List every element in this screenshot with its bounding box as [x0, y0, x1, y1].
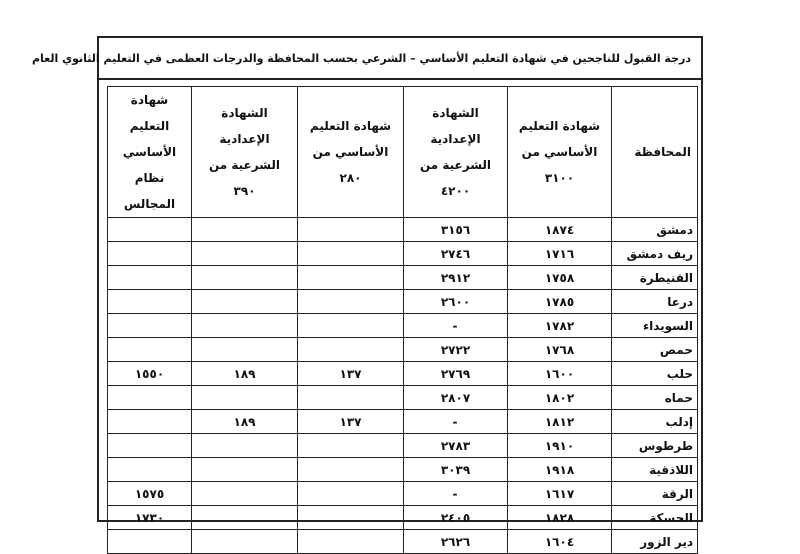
basic-councils-cell	[108, 290, 192, 314]
table-row	[108, 266, 698, 290]
basic-3100-cell: ١٧٥٨	[508, 266, 612, 290]
religious-4200-cell: ٢٧٤٦	[404, 242, 508, 266]
basic-3100-cell: ١٦١٧	[508, 482, 612, 506]
religious-390-cell	[192, 314, 298, 338]
basic-280-cell: ١٣٧	[298, 410, 404, 434]
basic-councils-cell: ١٥٧٥	[108, 482, 192, 506]
religious-4200-cell: -	[404, 314, 508, 338]
religious-4200-cell: -	[404, 410, 508, 434]
religious-4200-cell: -	[404, 482, 508, 506]
basic-280-cell	[298, 266, 404, 290]
basic-councils-cell	[108, 266, 192, 290]
basic-280-cell	[298, 314, 404, 338]
table-row	[108, 338, 698, 362]
governorate-cell: طرطوس	[612, 434, 698, 458]
religious-390-cell	[192, 290, 298, 314]
religious-390-cell	[192, 506, 298, 530]
header-governorate: المحافظة	[612, 87, 698, 218]
governorate-cell: السويداء	[612, 314, 698, 338]
religious-390-cell	[192, 266, 298, 290]
religious-4200-cell: ٢٧٢٢	[404, 338, 508, 362]
governorate-cell: الرقة	[612, 482, 698, 506]
religious-390-cell: ١٨٩	[192, 410, 298, 434]
governorate-cell: درعا	[612, 290, 698, 314]
governorate-cell: دير الزور	[612, 530, 698, 554]
governorate-cell: حمص	[612, 338, 698, 362]
basic-3100-cell: ١٨٠٢	[508, 386, 612, 410]
religious-390-cell	[192, 482, 298, 506]
basic-councils-cell	[108, 314, 192, 338]
table-row	[108, 410, 698, 434]
basic-3100-cell: ١٧٨٥	[508, 290, 612, 314]
header-basic-3100: شهادة التعليم الأساسي من ٣١٠٠	[508, 87, 612, 218]
religious-390-cell	[192, 434, 298, 458]
governorate-cell: القنيطرة	[612, 266, 698, 290]
basic-3100-cell: ١٨٢٨	[508, 506, 612, 530]
basic-councils-cell	[108, 434, 192, 458]
basic-3100-cell: ١٩١٨	[508, 458, 612, 482]
governorate-cell: ريف دمشق	[612, 242, 698, 266]
table-row	[108, 434, 698, 458]
governorate-cell: الحسكة	[612, 506, 698, 530]
basic-councils-cell	[108, 410, 192, 434]
table-row	[108, 314, 698, 338]
document-title: درجة القبول للناجحين في شهادة التعليم الأساسي – الشرعي بحسب المحافظة والدرجات العظمى في التعليم الثانوي العام	[31, 51, 691, 65]
header-basic-councils: شهادة التعليم الأساسي نظام المجالس	[108, 87, 192, 218]
religious-4200-cell: ٢٤٠٥	[404, 506, 508, 530]
table-row	[108, 362, 698, 386]
basic-3100-cell: ١٧٨٢	[508, 314, 612, 338]
basic-3100-cell: ١٨٧٤	[508, 218, 612, 242]
table-body	[108, 218, 698, 554]
basic-councils-cell	[108, 458, 192, 482]
table-row	[108, 218, 698, 242]
basic-280-cell	[298, 338, 404, 362]
governorate-cell: اللاذقية	[612, 458, 698, 482]
religious-4200-cell: ٣١٥٦	[404, 218, 508, 242]
header-basic-280: شهادة التعليم الأساسي من ٢٨٠	[298, 87, 404, 218]
header-religious-4200: الشهادة الإعدادية الشرعية من ٤٢٠٠	[404, 87, 508, 218]
basic-280-cell: ١٣٧	[298, 362, 404, 386]
religious-390-cell	[192, 458, 298, 482]
religious-390-cell	[192, 218, 298, 242]
basic-councils-cell: ١٧٣٠	[108, 506, 192, 530]
basic-280-cell	[298, 506, 404, 530]
basic-councils-cell: ١٥٥٠	[108, 362, 192, 386]
religious-4200-cell: ٢٨٠٧	[404, 386, 508, 410]
basic-280-cell	[298, 242, 404, 266]
religious-390-cell	[192, 386, 298, 410]
governorate-cell: دمشق	[612, 218, 698, 242]
basic-280-cell	[298, 482, 404, 506]
governorate-cell: حلب	[612, 362, 698, 386]
table-row	[108, 290, 698, 314]
basic-3100-cell: ١٨١٢	[508, 410, 612, 434]
title-row	[31, 38, 701, 80]
basic-councils-cell	[108, 218, 192, 242]
basic-280-cell	[298, 290, 404, 314]
basic-councils-cell	[108, 386, 192, 410]
religious-4200-cell: ٢٦٢٦	[404, 530, 508, 554]
basic-councils-cell	[108, 242, 192, 266]
basic-280-cell	[298, 386, 404, 410]
basic-280-cell	[298, 218, 404, 242]
religious-4200-cell: ٢٦٠٠	[404, 290, 508, 314]
basic-280-cell	[298, 434, 404, 458]
admission-scores-table	[107, 86, 698, 554]
religious-390-cell: ١٨٩	[192, 362, 298, 386]
table-row	[108, 482, 698, 506]
table-row	[108, 458, 698, 482]
header-religious-390: الشهادة الإعدادية الشرعية من ٣٩٠	[192, 87, 298, 218]
basic-3100-cell: ١٦٠٠	[508, 362, 612, 386]
table-row	[108, 386, 698, 410]
table-row	[108, 242, 698, 266]
governorate-cell: حماه	[612, 386, 698, 410]
basic-280-cell	[298, 458, 404, 482]
religious-4200-cell: ٢٧٦٩	[404, 362, 508, 386]
governorate-cell: إدلب	[612, 410, 698, 434]
religious-4200-cell: ٢٩١٢	[404, 266, 508, 290]
religious-390-cell	[192, 242, 298, 266]
basic-3100-cell: ١٧٦٨	[508, 338, 612, 362]
basic-3100-cell: ١٩١٠	[508, 434, 612, 458]
basic-3100-cell: ١٦٠٤	[508, 530, 612, 554]
table-row	[108, 506, 698, 530]
header-row	[108, 87, 698, 218]
religious-390-cell	[192, 338, 298, 362]
religious-4200-cell: ٢٧٨٣	[404, 434, 508, 458]
document-frame	[31, 36, 703, 549]
basic-3100-cell: ١٧١٦	[508, 242, 612, 266]
religious-4200-cell: ٣٠٣٩	[404, 458, 508, 482]
basic-councils-cell	[108, 338, 192, 362]
